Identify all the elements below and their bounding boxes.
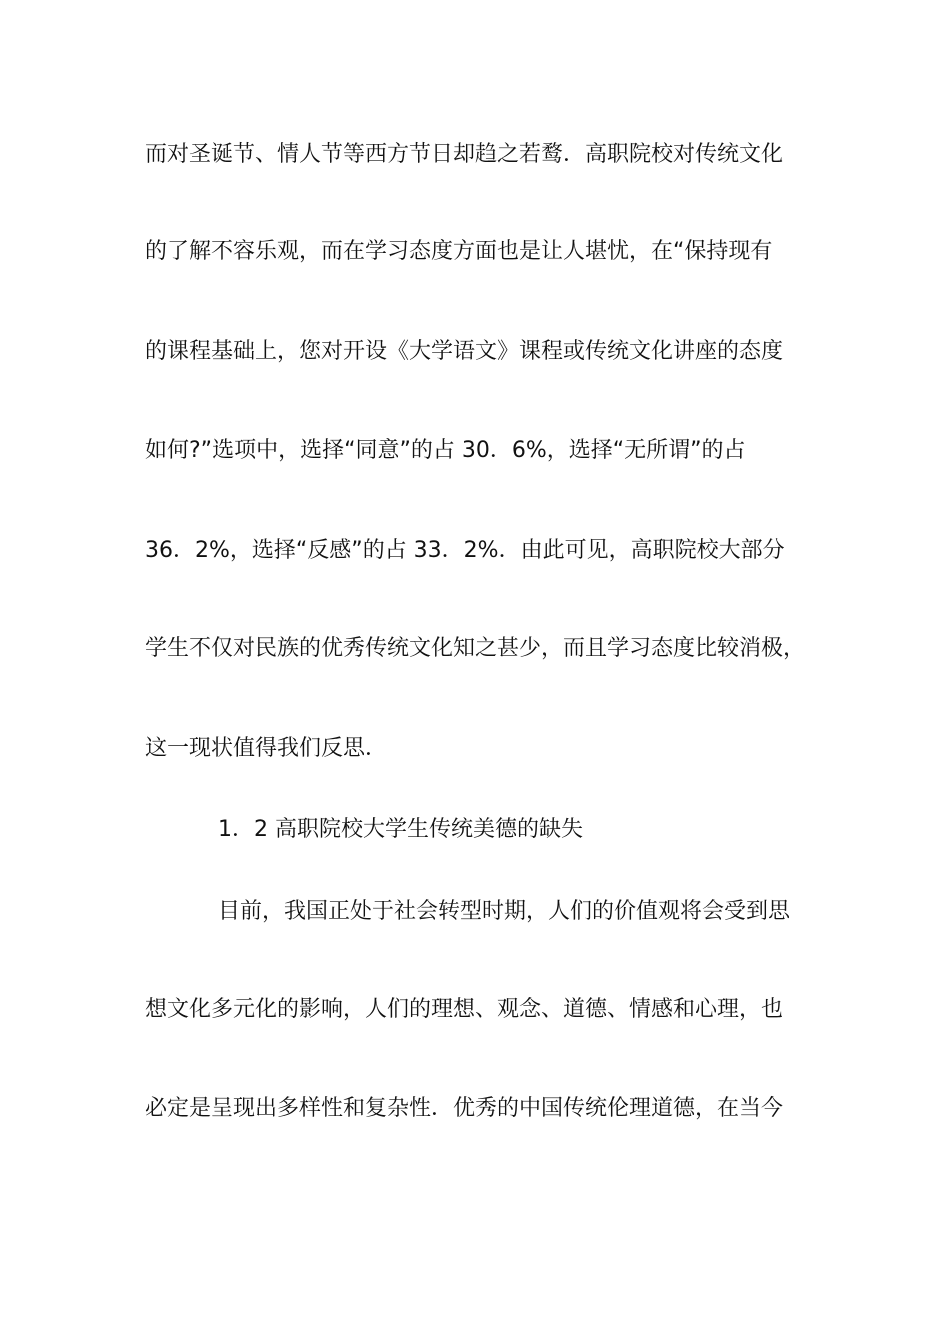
section-heading: 1．2 高职院校大学生传统美德的缺失 xyxy=(218,817,583,842)
paragraph-line: 而对圣诞节、情人节等西方节日却趋之若鹜．高职院校对传统文化 xyxy=(145,142,784,167)
paragraph-line: 36．2%，选择“反感”的占 33．2%．由此可见，高职院校大部分 xyxy=(145,538,785,563)
paragraph-line: 这一现状值得我们反思． xyxy=(145,736,388,761)
paragraph-line: 必定是呈现出多样性和复杂性．优秀的中国传统伦理道德，在当今 xyxy=(145,1096,784,1121)
paragraph-line: 目前，我国正处于社会转型时期，人们的价值观将会受到思 xyxy=(218,899,791,924)
paragraph-line: 想文化多元化的影响，人们的理想、观念、道德、情感和心理，也 xyxy=(145,997,784,1022)
paragraph-line: 如何?”选项中，选择“同意”的占 30．6%，选择“无所谓”的占 xyxy=(145,438,746,463)
paragraph-line: 的课程基础上，您对开设《大学语文》课程或传统文化讲座的态度 xyxy=(145,339,784,364)
paragraph-line: 的了解不容乐观，而在学习态度方面也是让人堪忧，在“保持现有 xyxy=(145,239,773,264)
paragraph-line: 学生不仅对民族的优秀传统文化知之甚少，而且学习态度比较消极， xyxy=(145,636,806,661)
